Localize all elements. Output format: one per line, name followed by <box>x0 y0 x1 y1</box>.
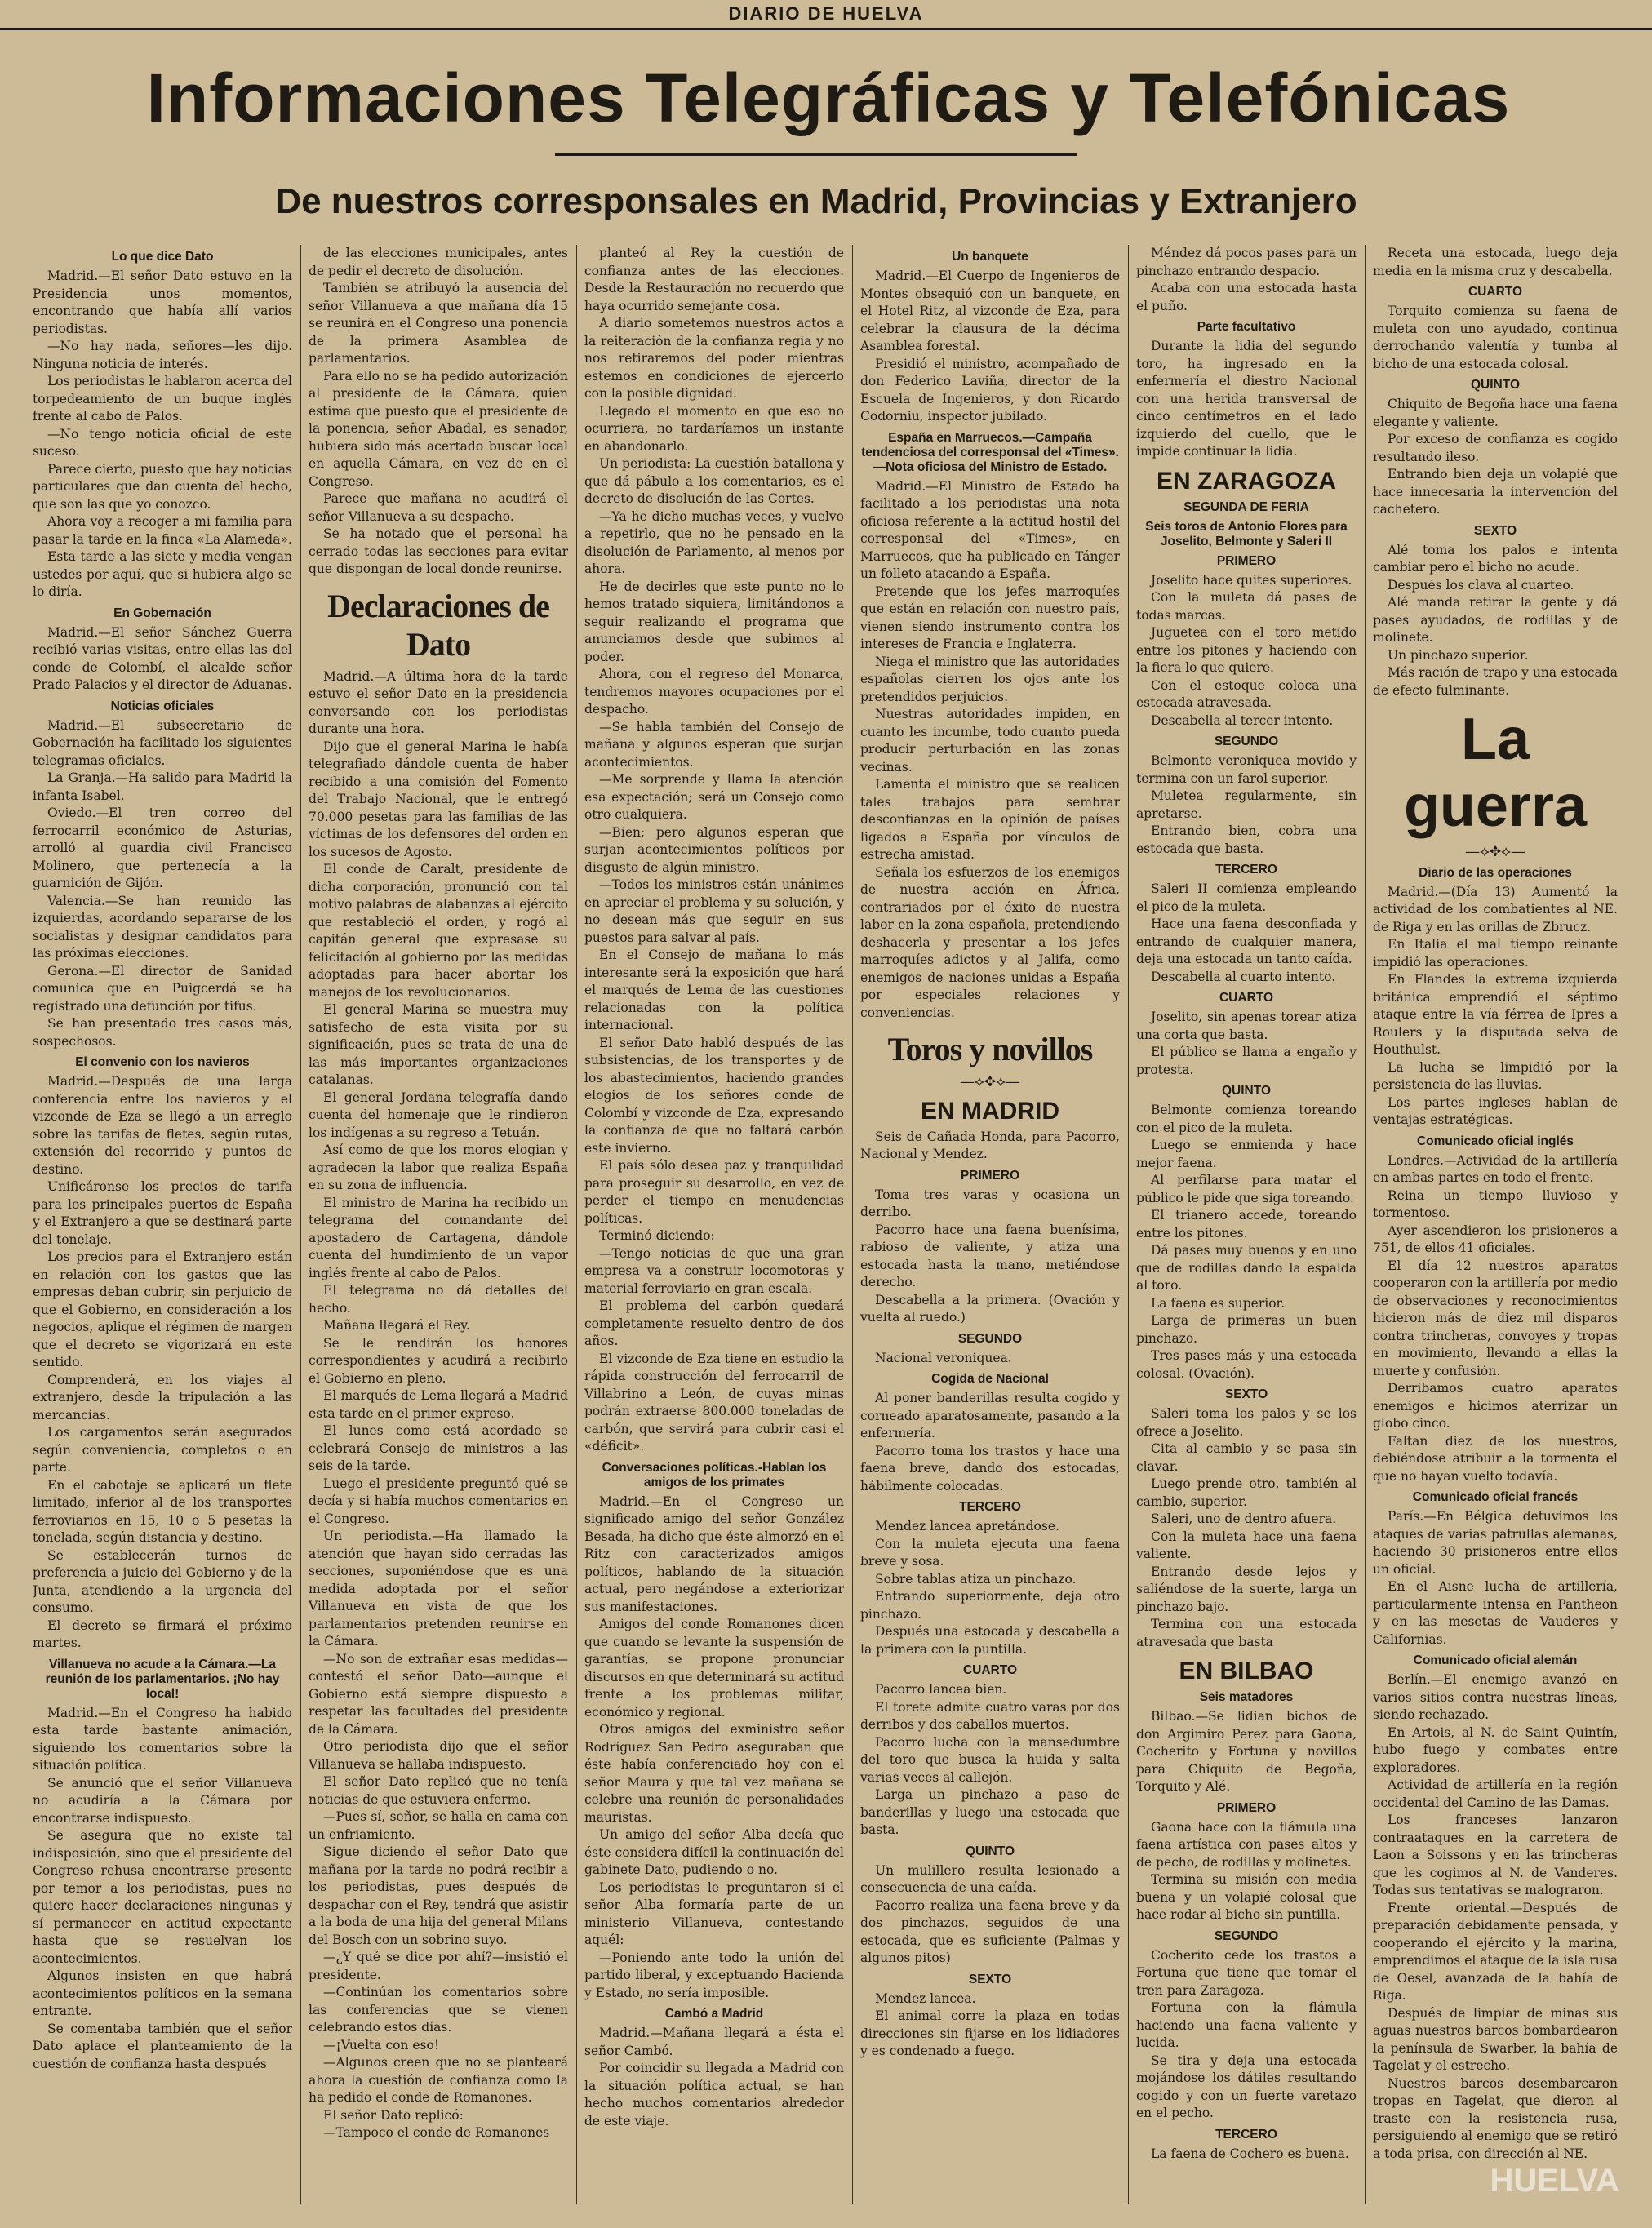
col5-paragraph: Hace una faena desconfiada y entrando de cualquier manera, deja una estocada un tanto caída. <box>1136 916 1357 966</box>
col6-paragraph: Más ración de trapo y una estocada de efecto fulminante. <box>1373 665 1618 698</box>
col6-paragraph: Los franceses lanzaron contraataques en la carretera de Laon a Soissons y en las trincheras que les cogimos al N. de Vanderes. Todas sus tentativas se malograron. <box>1373 1813 1618 1897</box>
col2-paragraph: —Algunos creen que no se planteará ahora la cuestión de confianza como la ha pedido el conde de Romanones. <box>309 2055 568 2105</box>
col3-paragraph: Los periodistas le preguntaron si el señor Alba formaría parte de un ministerio Villanueva, contestando aquél: <box>584 1880 844 1947</box>
col1-paragraph: Madrid.—El subsecretario de Gobernación ha facilitado los siguientes telegramas oficiales. <box>33 717 292 768</box>
col1-paragraph: Los periodistas le hablaron acerca del torpedeamiento de un buque inglés frente al cabo de Palos. <box>33 374 292 424</box>
col3-paragraph: Otros amigos del exministro señor Rodríguez San Pedro aseguraban que éste había conferenciado hoy con el señor Maura y que tal vez mañana se celebre una reunión de personalidades mauristas. <box>584 1722 844 1825</box>
col5-paragraph: Se tira y deja una estocada mojándose los dátiles resultando cogido y con un fuerte varetazo en el pecho. <box>1136 2053 1357 2120</box>
col1-paragraph: En el cabotaje se aplicará un flete limitado, inferior al de los transportes ferroviarios en 15, 10 o 5 pesetas la tonelada, según distancia y destino. <box>33 1477 292 1545</box>
col4-paragraph: Pacorro toma los trastos y hace una faena breve, dando dos estocadas, hábilmente colocadas. <box>860 1443 1120 1493</box>
col1-paragraph: Madrid.—En el Congreso ha habido esta tarde bastante animación, siguiendo los comentarios sobre la situación política. <box>33 1705 292 1773</box>
col4-paragraph: Al poner banderillas resulta cogido y corneado aparatosamente, pasando a la enfermería. <box>860 1391 1120 1440</box>
col6-paragraph: El día 12 nuestros aparatos cooperaron con la artillería por medio de observaciones y reconocimientos hicieron más de diez mil disparos contra trincheras, convoyes y tropas en movimiento, llevando a ellas la muerte y confusión. <box>1373 1258 1618 1378</box>
col4-paragraph: Después una estocada y descabella a la primera con la puntilla. <box>860 1624 1120 1657</box>
col1-paragraph: Se anunció que el señor Villanueva no acudiría a la Cámara por encontrarse indispuesto. <box>33 1775 292 1826</box>
column-divider <box>1365 245 1366 2204</box>
col6-paragraph: Alé toma los palos e intenta cambiar pero el bicho no acude. <box>1373 542 1618 575</box>
col2-paragraph: —Pues sí, señor, se halla en cama con un enfriamiento. <box>309 1809 568 1842</box>
col2-paragraph: El general Jordana telegrafía dando cuenta del homenaje que le rindieron los indígenas a su regreso a Tetuán. <box>309 1090 568 1140</box>
col3-paragraph: —Bien; pero algunos esperan que surjan acontecimientos políticos por disgusto de algún ministro. <box>584 824 844 875</box>
col2-paragraph: El señor Dato replicó: <box>323 2107 464 2123</box>
col1-paragraph: Comprenderá, en los viajes al extranjero, desde la tripulación a las mercancías. <box>33 1372 292 1422</box>
col5-paragraph: Saleri II comienza empleando el pico de la muleta. <box>1136 881 1357 914</box>
col5-paragraph: Belmonte veroniquea movido y termina con un farol superior. <box>1136 753 1357 786</box>
col2-paragraph: Otro periodista dijo que el señor Villanueva se hallaba indispuesto. <box>309 1739 568 1772</box>
col1-paragraph: Unificáronse los precios de tarifa para los principales puertos de España y el Extranjero a que se destinará parte del tonelaje. <box>33 1179 292 1247</box>
col4-paragraph: Larga un pinchazo a paso de banderillas y luego una estocada que basta. <box>860 1787 1120 1837</box>
col6-heading: Comunicado oficial alemán <box>1413 1653 1578 1667</box>
col6-heading: Diario de las operaciones <box>1419 865 1572 880</box>
col4-paragraph: El animal corre la plaza en todas direcciones sin fijarse en los lidiadores y es condenado a fuego. <box>860 2008 1120 2058</box>
col3-paragraph: —Poniendo ante todo la unión del partido liberal, y exceptuando Hacienda y Estado, no sería imposible. <box>584 1950 844 2000</box>
col6-paragraph: Receta una estocada, luego deja media en la misma cruz y descabella. <box>1373 246 1618 278</box>
col4-heading: QUINTO <box>966 1844 1015 1858</box>
col5-paragraph: Acaba con una estocada hasta el puño. <box>1136 281 1357 313</box>
col6-paragraph: Por exceso de confianza es cogido resultando ileso. <box>1373 432 1618 464</box>
col6-paragraph: Frente oriental.—Después de preparación debidamente pensada, y cooperando el ejército y la marina, emprendimos el ataque de la isla rusa de Oesel, avanzada de la bahía de Riga. <box>1373 1900 1618 2003</box>
col4-heading: Cogida de Nacional <box>931 1372 1049 1386</box>
col3-paragraph: Madrid.—En el Congreso un significado amigo del señor González Besada, ha dicho que éste almorzó en el Ritz con caracterizados amigos políticos, hablando de la situación actual, pero negándose a exteriorizar sus manifestaciones. <box>584 1493 844 1614</box>
col1-paragraph: —No hay nada, señores—les dijo. Ninguna noticia de interés. <box>33 339 292 371</box>
col2-paragraph: El marqués de Lema llegará a Madrid esta tarde en el primer expreso. <box>309 1388 568 1421</box>
col1-paragraph: Se establecerán turnos de preferencia a juicio del Gobierno y de la Junta, atendiendo a la urgencia del consumo. <box>33 1547 292 1615</box>
col1-heading: En Gobernación <box>113 606 211 620</box>
col5-heading: Seis toros de Antonio Flores para Joselito, Belmonte y Saleri II <box>1145 519 1348 548</box>
col1-paragraph: Madrid.—El señor Dato estuvo en la Presidencia unos momentos, encontrando que había allí varios periodistas. <box>33 269 292 336</box>
col3-paragraph: —Ya he dicho muchas veces, y vuelvo a repetirlo, que no he pensado en la disolución de Parlamento, al menos por ahora. <box>584 508 844 576</box>
col5-heading: QUINTO <box>1222 1084 1271 1098</box>
column-divider <box>1128 245 1129 2204</box>
col1-paragraph: El decreto se firmará el próximo martes. <box>33 1618 292 1650</box>
col5-paragraph: El público se llama a engaño y protesta. <box>1136 1045 1357 1077</box>
col6-paragraph: Reina un tiempo lluvioso y tormentoso. <box>1373 1187 1618 1220</box>
col5-heading: PRIMERO <box>1216 1800 1277 1815</box>
col6-paragraph: En Italia el mal tiempo reinante impidió las operaciones. <box>1373 937 1618 970</box>
col3-paragraph: Un amigo del señor Alba decía que éste considera difícil la continuación del gabinete Dato, pudiendo o no. <box>584 1827 844 1877</box>
col4-paragraph: Con la muleta ejecuta una faena breve y sosa. <box>860 1536 1120 1569</box>
col3-paragraph: Ahora, con el regreso del Monarca, tendremos mayores ocupaciones por el despacho. <box>584 667 844 717</box>
col5-paragraph: Con la muleta hace una faena valiente. <box>1136 1529 1357 1561</box>
col3-paragraph: El señor Dato habló después de las subsistencias, de los transportes y de los abastecimientos, haciendo grandes elogios de los señores conde de Colombí y vizconde de Eza, expresando la confianza de que no faltará carbón este invierno. <box>584 1035 844 1156</box>
col1-paragraph: Los precios para el Extranjero están en relación con los gastos que las empresas deban cubrir, sin perjuicio de que el Gobierno, en consideración a los negocios, aplique el régimen de margen que el decreto se vigorizará en este sentido. <box>33 1249 292 1369</box>
column-5 <box>1136 245 1357 2204</box>
col1-paragraph: Ahora voy a recoger a mi familia para pasar la tarde en la finca «La Alameda». <box>33 514 292 547</box>
col5-heading: SEGUNDO <box>1214 1928 1279 1943</box>
col5-paragraph: Termina su misión con media buena y un volapié colosal que hace rodar al bicho sin puntilla. <box>1136 1872 1357 1922</box>
col3-paragraph: El país sólo desea paz y tranquilidad para proseguir su desarrollo, en vez de perder el tiempo en menudencias políticas. <box>584 1158 844 1226</box>
col3-paragraph: En el Consejo de mañana lo más interesante será la exposición que hará el marqués de Lema de las cuestiones relacionadas con la política internacional. <box>584 948 844 1032</box>
col2-paragraph: Madrid.—A última hora de la tarde estuvo el señor Dato en la presidencia conversando con los periodistas durante una hora. <box>309 668 568 736</box>
col2-paragraph: El telegrama no dá detalles del hecho. <box>309 1283 568 1316</box>
col6-paragraph: En Artois, al N. de Saint Quintín, hubo fuego y combates entre exploradores. <box>1373 1724 1618 1775</box>
col4-heading: SEXTO <box>968 1972 1012 1986</box>
col6-paragraph: Madrid.—(Día 13) Aumentó la actividad de los combatientes al NE. de Riga y en las orillas de Zbrucz. <box>1373 884 1618 934</box>
col3-paragraph: Por coincidir su llegada a Madrid con la situación política actual, se han hecho muchos comentarios alrededor de este viaje. <box>584 2061 844 2128</box>
col3-paragraph: —Se habla también del Consejo de mañana y algunos esperan que surjan acontecimientos. <box>584 719 844 770</box>
col1-paragraph: Madrid.—Después de una larga conferencia entre los navieros y el vizconde de Eza se llegó a un arreglo sobre las tarifas de fletes, según rutas, extensión del recorrido y puntos de destino. <box>33 1074 292 1177</box>
col3-paragraph: —Todos los ministros están unánimes en apreciar el problema y su solución, y no desean más que seguir en sus puestos para salvar al país. <box>584 877 844 945</box>
column-divider <box>300 245 301 2204</box>
col6-paragraph: Berlín.—El enemigo avanzó en varios sitios contra nuestras líneas, siendo rechazado. <box>1373 1672 1618 1722</box>
col4-paragraph: Pacorro lancea bien. <box>875 1682 1007 1697</box>
col1-paragraph: —No tengo noticia oficial de este suceso. <box>33 426 292 459</box>
col4-paragraph: Seis de Cañada Honda, para Pacorro, Nacional y Mendez. <box>860 1129 1120 1161</box>
col5-paragraph: Saleri toma los palos y se los ofrece a Joselito. <box>1136 1406 1357 1439</box>
col4-heading: España en Marruecos.—Campaña tendenciosa del corresponsal del «Times».—Nota oficiosa del Ministro de Estado. <box>861 430 1119 474</box>
col6-paragraph: Después de limpiar de minas sus aguas nuestros barcos bombardearon la península de Swarber, la bahía de Tagelat y el estrecho. <box>1373 2005 1618 2073</box>
col5-paragraph: Joselito, sin apenas torear atiza una corta que basta. <box>1136 1010 1357 1042</box>
column-1 <box>33 245 292 2204</box>
col1-paragraph: Se han presentado tres casos más, sospechosos. <box>33 1016 292 1049</box>
col6-paragraph: Derribamos cuatro aparatos enemigos e hicimos aterrizar un globo cinco. <box>1373 1381 1618 1431</box>
col2-paragraph: Mañana llegará el Rey. <box>323 1318 470 1333</box>
column-divider <box>576 245 577 2204</box>
column-2 <box>309 245 568 2204</box>
col4-section-title: Toros y novillos <box>887 1031 1093 1067</box>
col4-paragraph: Presidió el ministro, acompañado de don Federico Laviña, director de la Escuela de Ingenieros, y don Ricardo Codorniu, inspector jubilado. <box>860 356 1120 424</box>
col3-paragraph: —Me sorprende y llama la atención esa expectación; será un Consejo como otro cualquiera. <box>584 772 844 822</box>
col6-paragraph: Actividad de artillería en la región occidental del Camino de las Damas. <box>1373 1778 1618 1810</box>
col4-paragraph: Señala los esfuerzos de los enemigos de nuestra acción en África, contrariados por el éxito de nuestra labor en la zona española, pretendiendo deshacerla y presentar a los jefes marroquíes adictos y al Jalifa, como enemigos de naciones unidas a España por especiales relaciones y conveniencias. <box>860 864 1120 1020</box>
column-6 <box>1373 245 1618 2204</box>
col6-paragraph: Entrando bien deja un volapié que hace innecesaria la intervención del cachetero. <box>1373 467 1618 517</box>
watermark-logo: HUELVA <box>1490 2163 1619 2199</box>
col5-paragraph: Con el estoque coloca una estocada atravesada. <box>1136 677 1357 710</box>
col5-paragraph: Luego prende otro, también al cambio, superior. <box>1136 1476 1357 1509</box>
col2-paragraph: —¡Vuelta con eso! <box>323 2037 440 2053</box>
col6-paragraph: Chiquito de Begoña hace una faena elegante y valiente. <box>1373 397 1618 429</box>
col4-paragraph: Pacorro realiza una faena breve y da dos pinchazos, seguidos de una estocada, que es suficiente (Palmas y algunos pitos) <box>860 1897 1120 1965</box>
col5-heading: SEXTO <box>1224 1387 1268 1401</box>
col2-paragraph: Un periodista.—Ha llamado la atención que hayan sido cerradas las secciones, suponiéndose que es una medida adoptada por el señor Villanueva en vista de que los parlamentarios pretenden reunirse en la Cámara. <box>309 1529 568 1649</box>
col4-paragraph: Madrid.—El Ministro de Estado ha facilitado a los periodistas una nota oficiosa referente a la actitud hostil del corresponsal del «Times», en Marruecos, que ha publicado en Tánger un folleto atacando a España. <box>860 478 1120 581</box>
col4-heading: Un banquete <box>952 250 1028 264</box>
col6-heading: QUINTO <box>1471 378 1520 392</box>
col4-paragraph: Toma tres varas y ocasiona un derribo. <box>860 1187 1120 1219</box>
col6-paragraph: Los partes ingleses hablan de ventajas estratégicas. <box>1373 1094 1618 1127</box>
col4-paragraph: Sobre tablas atiza un pinchazo. <box>875 1571 1077 1587</box>
col5-paragraph: La faena es superior. <box>1151 1295 1286 1311</box>
col1-heading: Noticias oficiales <box>110 699 215 713</box>
col5-paragraph: Termina con una estocada atravesada que basta <box>1136 1617 1357 1649</box>
col1-paragraph: Se comentaba también que el señor Dato aplace el planteamiento de la cuestión de confianza hasta después <box>33 2021 292 2071</box>
col3-heading: Cambó a Madrid <box>664 2007 764 2021</box>
col2-paragraph: Luego el presidente preguntó qué se decía y si había muchos comentarios en el Congreso. <box>309 1476 568 1526</box>
col6-paragraph: Londres.—Actividad de la artillería en ambas partes en todo el frente. <box>1373 1152 1618 1185</box>
col1-paragraph: Parece cierto, puesto que hay noticias particulares que dan cuenta del hecho, que son las que yo conozco. <box>33 461 292 512</box>
headline: Informaciones Telegráficas y Telefónicas <box>146 60 1511 136</box>
ornament: —⟡✥⟡— <box>959 1073 1021 1090</box>
col5-paragraph: Méndez dá pocos pases para un pinchazo entrando despacio. <box>1136 246 1357 278</box>
col4-paragraph: Niega el ministro que las autoridades españolas cierren los ojos ante los pretendidos perjuicios. <box>860 654 1120 704</box>
col3-paragraph: Un periodista: La cuestión batallona y que dá pábulo a los comentarios, es el decreto de disolución de las Cortes. <box>584 456 844 506</box>
col5-paragraph: Muletea regularmente, sin apretarse. <box>1136 788 1357 821</box>
col5-heading: TERCERO <box>1215 2127 1277 2141</box>
col4-paragraph: Pretende que los jefes marroquíes que están en relación con nuestro país, vienen siendo instrumento contra los intereses de Francia e Inglaterra. <box>860 584 1120 651</box>
col5-paragraph: Gaona hace con la flámula una faena artística con pases altos y de pecho, de rodillas y molinetes. <box>1136 1819 1357 1870</box>
col6-paragraph: Ayer ascendieron los prisioneros a 751, de ellos 41 oficiales. <box>1373 1223 1618 1255</box>
col1-paragraph: Se asegura que no existe tal indisposición, sino que el presidente del Congreso rehusa encontrarse presente por temor a los periodistas, pues no quiere hacer declaraciones ningunas y sí permanecer en actitud expectante hasta que se resuelvan los acontecimientos. <box>33 1828 292 1966</box>
col5-paragraph: Luego se enmienda y hace mejor faena. <box>1136 1138 1357 1170</box>
col1-paragraph: Oviedo.—El tren correo del ferrocarril económico de Asturias, arrolló al guardia civil Francisco Molinero, que pertenecía a la guarnición de Gijón. <box>33 806 292 890</box>
col4-heading: CUARTO <box>962 1663 1018 1677</box>
col5-heading: CUARTO <box>1219 991 1274 1005</box>
col2-paragraph: También se atribuyó la ausencia del señor Villanueva a que mañana día 15 se reunirá en el Congreso una ponencia de la primera Asamblea de parlamentarios. <box>309 281 568 366</box>
col5-paragraph: El trianero accede, toreando entre los pitones. <box>1136 1208 1357 1240</box>
col2-paragraph: —No son de extrañar esas medidas—contestó el señor Dato—aunque el Gobierno está siempre dispuesto a respetar las facultades del presidente de la Cámara. <box>309 1651 568 1737</box>
col1-heading: Villanueva no acude a la Cámara.—La reunión de los parlamentarios. ¡No hay local! <box>45 1657 280 1701</box>
col6-paragraph: En Flandes la extrema izquierda británica emprendió el séptimo ataque entre la vía férrea de Ipres a Roulers y la disputada selva de Houthulst. <box>1373 972 1618 1057</box>
col2-paragraph: Sigue diciendo el señor Dato que mañana por la tarde no podrá recibir a los periodistas, pues después de despachar con el Rey, tendrá que asistir a la boda de una hija del general Milans del Bosch con un sobrino suyo. <box>309 1844 568 1947</box>
col5-paragraph: Belmonte comienza toreando con el pico de la muleta. <box>1136 1103 1357 1135</box>
col4-paragraph: El torete admite cuatro varas por dos derribos y dos caballos muertos. <box>860 1699 1120 1732</box>
col5-paragraph: Al perfilarse para matar el público le pide que siga toreando. <box>1136 1173 1357 1205</box>
col4-paragraph: Lamenta el ministro que se realicen tales trabajos para sembrar desconfianzas en la opinión de países ligados a España por vínculos de estrecha amistad. <box>860 777 1120 862</box>
col6-paragraph: Nuestros barcos desembarcaron tropas en Tagelat, que dieron al traste con la resistencia rusa, persiguiendo al enemigo que se retiró a toda prisa, con dirección al NE. <box>1373 2075 1618 2161</box>
col4-paragraph: Pacorro lucha con la mansedumbre del toro que busca la huida y salta varias veces al callejón. <box>860 1734 1120 1785</box>
col1-heading: El convenio con los navieros <box>75 1055 250 1069</box>
col4-paragraph: Pacorro hace una faena buenísima, rabioso de valiente, y atiza una estocada hasta la mano, metiéndose derecho. <box>860 1222 1120 1289</box>
col2-paragraph: Para ello no se ha pedido autorización al presidente de la Cámara, quien estima que puesto que el presidente de la ponencia, señor Abadal, es senador, hubiera sido más acertado buscar local en aquella Cámara, en vez de en el Congreso. <box>309 368 568 489</box>
col2-paragraph: El conde de Caralt, presidente de dicha corporación, pronunció con tal motivo palabras de alabanzas al ejército que restableció el orden, y rogó al capitán general que expresase su felicitación al gobierno por las medidas adoptadas para hacer abortar los manejos de los revolucionarios. <box>309 862 568 1000</box>
masthead: DIARIO DE HUELVA <box>0 0 1652 30</box>
col1-paragraph: Valencia.—Se han reunido las izquierdas, acordando separarse de los socialistas y designar candidatos para las próximas elecciones. <box>33 893 292 961</box>
col6-heading: CUARTO <box>1468 285 1523 299</box>
col2-section-title: Declaraciones de Dato <box>327 587 549 663</box>
col2-paragraph: Se ha notado que el personal ha cerrado todas las secciones para evitar que dispongan de local donde reunirse. <box>309 526 568 576</box>
col5-paragraph: Entrando desde lejos y saliéndose de la suerte, larga un pinchazo bajo. <box>1136 1564 1357 1614</box>
col5-section-title: EN BILBAO <box>1179 1658 1314 1684</box>
col3-paragraph: He de decirles que este punto no lo hemos tratado siquiera, limitándonos a seguir realizando el programa que anunciamos desde que subimos al poder. <box>584 579 844 664</box>
col5-paragraph: Descabella al tercer intento. <box>1151 712 1334 728</box>
col2-paragraph: Se le rendirán los honores correspondientes y acudirá a recibirlo el Gobierno en pleno. <box>309 1335 568 1386</box>
col4-subsection-title: EN MADRID <box>921 1097 1059 1125</box>
col4-paragraph: Madrid.—El Cuerpo de Ingenieros de Montes obsequió con un banquete, en el Hotel Ritz, al vizconde de Eza, para celebrar la clausura de la décima Asamblea forestal. <box>860 269 1120 353</box>
col3-paragraph: Llegado el momento en que eso no ocurriera, no tardaríamos un instante en abandonarlo. <box>584 403 844 454</box>
col3-paragraph: —Tengo noticias de que una gran empresa va a construir locomotoras y material ferroviario en gran escala. <box>584 1245 844 1296</box>
col4-heading: PRIMERO <box>960 1168 1020 1183</box>
column-4 <box>860 245 1120 2204</box>
col6-section-title: La guerra <box>1403 707 1588 839</box>
col1-paragraph: Algunos insisten en que habrá acontecimientos políticos en la semana entrante. <box>33 1968 292 2018</box>
col2-paragraph: —¿Y qué se dice por ahí?—insistió el presidente. <box>309 1950 568 1982</box>
col6-paragraph: Alé manda retirar la gente y dá pases ayudados, de rodillas y de molinete. <box>1373 595 1618 645</box>
col4-heading: TERCERO <box>959 1500 1021 1514</box>
col4-paragraph: Nacional veroniquea. <box>875 1350 1012 1365</box>
col3-paragraph: El problema del carbón quedará completamente resuelto dentro de dos años. <box>584 1298 844 1348</box>
ornament: —⟡✥⟡— <box>1464 843 1526 860</box>
col5-heading: PRIMERO <box>1216 553 1277 568</box>
col5-heading: TERCERO <box>1215 863 1277 877</box>
col4-paragraph: Un mulillero resulta lesionado a consecuencia de una caída. <box>860 1862 1120 1895</box>
col1-paragraph: Esta tarde a las siete y media vengan ustedes por aquí, que si hubiera algo se lo diría. <box>33 549 292 599</box>
col6-paragraph: Un pinchazo superior. <box>1388 647 1529 663</box>
col6-paragraph: París.—En Bélgica detuvimos los ataques de varias patrullas alemanas, haciendo 30 prisioneros entre ellos un oficial. <box>1373 1509 1618 1577</box>
col6-heading: Comunicado oficial inglés <box>1416 1134 1574 1148</box>
col5-section-title: EN ZARAGOZA <box>1157 467 1336 495</box>
col5-heading: Parte facultativo <box>1197 320 1296 334</box>
col2-paragraph: —Continúan los comentarios sobre las conferencias que se vienen celebrando estos días. <box>309 1985 568 2035</box>
column-3 <box>584 245 844 2204</box>
col6-paragraph: Faltan diez de los nuestros, debiéndose atribuir a la tormenta el que no hayan vuelto todavía. <box>1373 1433 1618 1484</box>
col5-heading: SEGUNDO <box>1214 735 1279 748</box>
col4-paragraph: Mendez lancea. <box>875 1991 976 2006</box>
col3-heading: Conversaciones políticas.-Hablan los amigos de los primates <box>602 1460 827 1489</box>
col5-paragraph: La faena de Cochero es buena. <box>1151 2146 1349 2161</box>
col5-paragraph: Descabella al cuarto intento. <box>1151 969 1336 984</box>
column-divider <box>852 245 853 2204</box>
col2-paragraph: Así como de que los moros elogian y agradecen la labor que realiza España en su zona de influencia. <box>309 1143 568 1192</box>
col1-heading: Lo que dice Dato <box>111 250 214 264</box>
col5-paragraph: Saleri, uno de dentro afuera. <box>1151 1511 1337 1526</box>
col6-heading: SEXTO <box>1473 523 1517 538</box>
col3-paragraph: Terminó diciendo: <box>599 1228 715 1243</box>
col2-paragraph: —Tampoco el conde de Romanones <box>323 2125 550 2140</box>
col5-heading: SEGUNDA DE FERIA <box>1183 499 1309 514</box>
col6-heading: Comunicado oficial francés <box>1412 1490 1579 1504</box>
col2-paragraph: El general Marina se muestra muy satisfecho de esta visita por su significación, pues se trata de una de las más importantes organizaciones catalanas. <box>309 1002 568 1087</box>
col5-paragraph: Juguetea con el toro metido entre los pitones y haciendo con la fiera lo que quiere. <box>1136 625 1357 675</box>
col5-paragraph: Entrando bien, cobra una estocada que basta. <box>1136 823 1357 856</box>
col2-paragraph: El señor Dato replicó que no tenía noticias de que estuviera enfermo. <box>309 1774 568 1807</box>
col1-paragraph: Madrid.—El señor Sánchez Guerra recibió varias visitas, entre ellas las del conde de Colombí, el alcalde señor Prado Palacios y el director de Aduanas. <box>33 624 292 692</box>
col6-paragraph: Después los clava al cuarteo. <box>1388 577 1574 593</box>
col4-paragraph: Mendez lancea apretándose. <box>875 1519 1059 1533</box>
col2-paragraph: Dijo que el general Marina le había telegrafiado dándole cuenta de haber recibido a una comisión del Fomento del Trabajo Nacional, que le entregó 70.000 pesetas para las familias de las víctimas de los defensores del orden en los sucesos de Agosto. <box>309 739 568 859</box>
col2-paragraph: de las elecciones municipales, antes de pedir el decreto de disolución. <box>309 246 568 278</box>
col5-paragraph: Durante la lidia del segundo toro, ha ingresado en la enfermería el diestro Nacional con una herida transversal de cinco centímetros en el lado izquierdo del cuello, que le impide continuar la lidia. <box>1136 339 1357 459</box>
col6-paragraph: Torquito comienza su faena de muleta con uno ayudado, continua derrochando valentía y tumba al bicho de una estocada colosal. <box>1373 304 1618 371</box>
col5-paragraph: Larga de primeras un buen pinchazo. <box>1136 1313 1357 1346</box>
col2-paragraph: El ministro de Marina ha recibido un telegrama del comandante del apostadero de Cartagena, dándole cuenta del hundimiento de un vapor inglés frente al cabo de Palos. <box>309 1195 568 1280</box>
col4-paragraph: Entrando superiormente, deja otro pinchazo. <box>860 1589 1120 1622</box>
col3-paragraph: Amigos del conde Romanones dicen que cuando se levante la suspensión de garantías, se propone pronunciar discursos en que determinará su actitud frente a los problemas militar, económico y regional. <box>584 1617 844 1720</box>
col6-paragraph: La lucha se limpidió por la persistencia de las lluvias. <box>1373 1059 1618 1092</box>
col4-heading: SEGUNDO <box>957 1331 1023 1346</box>
subheadline: De nuestros corresponsales en Madrid, Provincias y Extranjero <box>275 181 1357 221</box>
col6-paragraph: En el Aisne lucha de artillería, particularmente intensa en Pantheon y en las mesetas de Vauderes y Californias. <box>1373 1579 1618 1647</box>
col5-paragraph: Tres pases más y una estocada colosal. (Ovación). <box>1136 1348 1357 1381</box>
col5-heading: Seis matadores <box>1199 1690 1294 1704</box>
col2-paragraph: Parece que mañana no acudirá el señor Villanueva a su despacho. <box>309 491 568 524</box>
col2-paragraph: El lunes como está acordado se celebrará Consejo de ministros a las seis de la tarde. <box>309 1423 568 1473</box>
col3-paragraph: El vizconde de Eza tiene en estudio la rápida construcción del ferrocarril de Villabrino a León, de cuyas minas podrán extraerse 800.000 toneladas de carbón, que servirá para cubrir casi el «déficit». <box>584 1351 844 1454</box>
headline-rule <box>555 153 1077 156</box>
col4-paragraph: Nuestras autoridades impiden, en cuanto les incumbe, todo cuanto pueda producir perturbación en las zonas vecinas. <box>860 707 1120 774</box>
col4-paragraph: Descabella a la primera. (Ovación y vuelta al ruedo.) <box>860 1292 1120 1325</box>
col5-paragraph: Fortuna con la flámula haciendo una faena valiente y lucida. <box>1136 2000 1357 2050</box>
col5-paragraph: Bilbao.—Se lidian bichos de don Argimiro Perez para Gaona, Cocherito y Fortuna y novillos para Chiquito de Begoña, Torquito y Alé. <box>1136 1709 1357 1794</box>
col5-paragraph: Dá pases muy buenos y en uno que de rodillas dando la espalda al toro. <box>1136 1243 1357 1293</box>
col5-paragraph: Con la muleta dá pases de todas marcas. <box>1136 590 1357 623</box>
col1-paragraph: Los cargamentos serán asegurados según conveniencia, completos o en parte. <box>33 1425 292 1475</box>
col1-paragraph: La Granja.—Ha salido para Madrid la infanta Isabel. <box>33 770 292 803</box>
col3-paragraph: Madrid.—Mañana llegará a ésta el señor Cambó. <box>584 2026 844 2058</box>
col1-paragraph: Gerona.—El director de Sanidad comunica que en Puigcerdá se ha registrado una defunción por tifus. <box>33 963 292 1014</box>
col3-paragraph: planteó al Rey la cuestión de confianza antes de las elecciones. Desde la Restauración no recuerdo que haya ocurrido semejante cosa. <box>584 246 844 313</box>
col3-paragraph: A diario sometemos nuestros actos a la reiteración de la confianza regia y no nos retiraremos del poder mientras estemos en condiciones de ejercerlo con la posible dignidad. <box>584 316 844 401</box>
col5-paragraph: Joselito hace quites superiores. <box>1151 572 1352 588</box>
col5-paragraph: Cita al cambio y se pasa sin clavar. <box>1136 1441 1357 1474</box>
col5-paragraph: Cocherito cede los trastos a Fortuna que tiene que tomar el tren para Zaragoza. <box>1136 1947 1357 1998</box>
